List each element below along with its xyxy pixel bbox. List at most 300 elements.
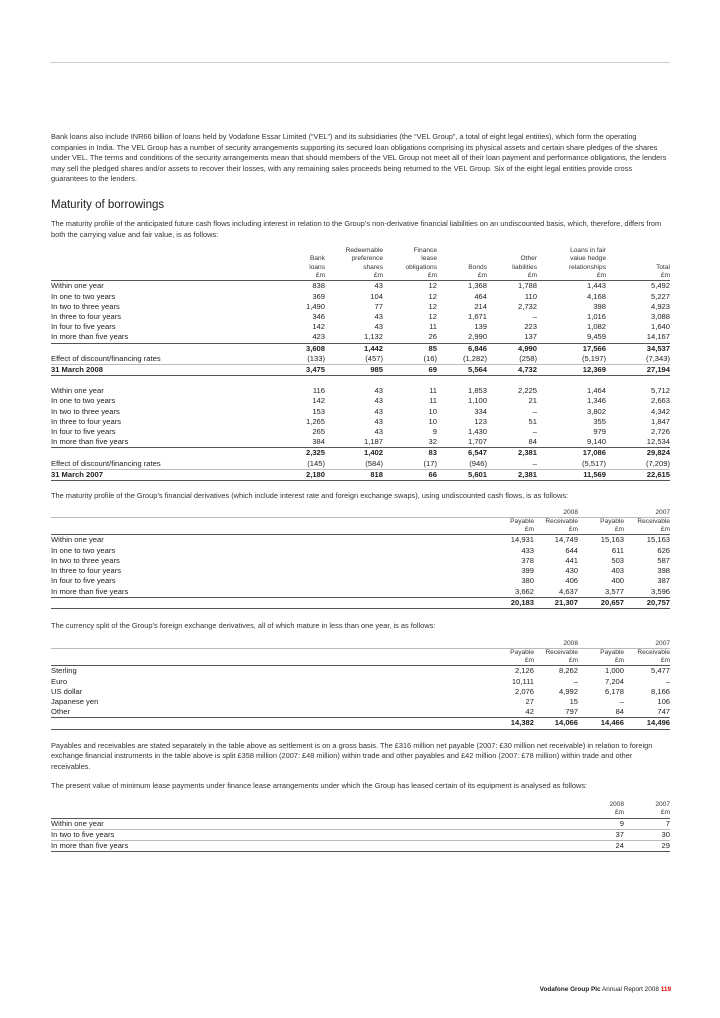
value-cell: 1,464: [586, 386, 606, 396]
column-header: Bonds: [468, 263, 487, 271]
value-cell: 4,923: [650, 301, 670, 311]
value-cell: 11: [429, 322, 437, 332]
value-cell: (16): [383, 354, 437, 365]
spacer-cell: [51, 376, 670, 387]
value-cell: 24: [578, 840, 624, 851]
row-label: [51, 597, 492, 608]
value-cell: 398: [593, 301, 606, 311]
column-header: Receivable: [545, 648, 579, 656]
year-header: 2008: [609, 800, 624, 808]
value-cell: –: [573, 676, 579, 686]
table-row: [51, 437, 670, 448]
header-row: [51, 247, 670, 272]
page-footer: [0, 986, 671, 993]
value-cell: 4,990: [487, 343, 537, 354]
derivatives-paragraph: The maturity profile of the Group’s financial derivatives (which include interest rate and foreign exchange swaps), using undiscounted cash flows, is as follows:: [51, 491, 569, 500]
value-cell: 5,492: [650, 281, 670, 291]
row-label: In three to four years: [51, 416, 122, 426]
value-cell: 4,637: [559, 586, 579, 596]
value-cell: 2,180: [289, 469, 325, 480]
value-cell: 14,382: [492, 718, 534, 729]
value-cell: 9,140: [586, 437, 606, 447]
column-header: Payable: [510, 648, 534, 656]
value-cell: 1,788: [517, 281, 537, 291]
derivatives-table: [51, 509, 670, 609]
value-cell: 2,663: [650, 396, 670, 406]
value-cell: 14,749: [554, 535, 579, 545]
row-label: In three to four years: [51, 311, 122, 321]
table-row: [51, 332, 670, 343]
value-cell: –: [619, 697, 625, 706]
value-cell: 43: [374, 396, 383, 406]
column-header: Other liabilities: [512, 255, 537, 271]
value-cell: 838: [312, 281, 325, 291]
value-cell: 398: [657, 566, 671, 576]
value-cell: 5,477: [651, 666, 671, 676]
value-cell: 14,931: [510, 535, 534, 545]
value-cell: 29: [624, 840, 670, 851]
table-row: [51, 396, 670, 406]
value-cell: 223: [524, 322, 537, 332]
value-cell: 1,671: [467, 311, 487, 321]
value-cell: 5,564: [437, 364, 487, 375]
value-cell: 355: [593, 416, 606, 426]
value-cell: 1,490: [305, 301, 325, 311]
unit-label: £m: [578, 526, 624, 535]
unit-label: £m: [537, 272, 606, 281]
total-row: [51, 718, 670, 729]
value-cell: 2,732: [517, 301, 537, 311]
table-row: [51, 818, 670, 829]
value-cell: 43: [374, 426, 383, 436]
row-label: [51, 343, 289, 354]
value-cell: 2,726: [650, 426, 670, 436]
value-cell: 26: [428, 332, 437, 342]
unit-row: [51, 272, 670, 281]
value-cell: 2,381: [487, 469, 537, 480]
unit-label: £m: [606, 272, 670, 281]
value-cell: –: [665, 676, 671, 686]
row-label: Within one year: [51, 281, 104, 291]
column-header: Payable: [600, 648, 625, 656]
value-cell: 10: [428, 406, 437, 416]
unit-label: £m: [534, 526, 578, 535]
header-spacer: [51, 648, 492, 657]
row-label: In more than five years: [51, 437, 129, 447]
value-cell: 84: [528, 437, 537, 447]
value-cell: –: [532, 406, 537, 416]
value-cell: 85: [383, 343, 437, 354]
table-row: [51, 292, 670, 302]
unit-label: £m: [325, 272, 383, 281]
unit-label: £m: [289, 272, 325, 281]
value-cell: 14,167: [646, 332, 670, 342]
row-label: 31 March 2008: [51, 364, 289, 375]
value-cell: 11: [429, 386, 437, 396]
subtotal-row: [51, 448, 670, 459]
row-label: Within one year: [51, 535, 104, 545]
table-row: [51, 312, 670, 322]
table-row: [51, 535, 670, 546]
value-cell: 1,847: [650, 416, 670, 426]
page-number: 119: [660, 986, 671, 993]
value-cell: 1,000: [605, 666, 625, 676]
table-row: [51, 386, 670, 396]
value-cell: 30: [624, 829, 670, 840]
year-row: [51, 509, 670, 518]
currency-table: [51, 640, 670, 730]
value-cell: 2,225: [517, 386, 537, 396]
value-cell: 37: [578, 829, 624, 840]
value-cell: 3,802: [586, 406, 606, 416]
maturity-paragraph: The maturity profile of the anticipated future cash flows including interest in relation to the Group’s non-derivative financial liabilities on an undiscounted basis, which, therefore, differs from both the carrying value and fair value, is as follows:: [51, 218, 662, 239]
value-cell: 12,369: [537, 364, 606, 375]
value-cell: 406: [565, 576, 579, 586]
row-label: Effect of discount/financing rates: [51, 459, 289, 470]
value-cell: 9: [578, 818, 624, 829]
spacer-row: [51, 376, 670, 387]
value-cell: 84: [615, 707, 625, 717]
value-cell: 34,537: [606, 343, 670, 354]
row-label: 31 March 2007: [51, 469, 289, 480]
value-cell: 43: [374, 322, 383, 332]
value-cell: (258): [487, 354, 537, 365]
column-header: Loans in fair value hedge relationships: [568, 247, 606, 271]
intro-paragraph: Bank loans also include INR66 billion of loans held by Vodafone Essar Limited (“VEL”) and its subsidiaries (the “VEL Group”, a total of eight legal entities), which form the operating companies in India. The VEL Group has a number of security arrangements supporting its secured loan obligations comprising its physical assets and certain share pledges of the shares under VEL. The terms and conditions of the security arrangements mean that should members of the VEL Group not meet all of their loan payment and performance obligations, the lenders may sell the pledged shares and/or assets to recover their losses, with any remaining sales proceeds being returned to the VEL Group. Six of the eight legal entities provide cross guarantees to the lenders.: [51, 132, 667, 184]
unit-label: £m: [534, 657, 578, 666]
value-cell: 9: [432, 426, 437, 436]
unit-label: £m: [492, 526, 534, 535]
total-row: [51, 364, 670, 375]
value-cell: (5,197): [537, 354, 606, 365]
year-spacer: [51, 801, 578, 809]
value-cell: 399: [521, 566, 534, 576]
value-cell: 15: [569, 697, 579, 706]
value-cell: (7,343): [606, 354, 670, 365]
value-cell: 3,577: [605, 586, 625, 596]
value-cell: 423: [312, 332, 325, 342]
row-label: Within one year: [51, 386, 104, 396]
unit-label: £m: [437, 272, 487, 281]
value-cell: 20,657: [578, 597, 624, 608]
unit-spacer: [51, 526, 492, 535]
value-cell: 5,712: [650, 386, 670, 396]
value-cell: 142: [312, 396, 325, 406]
total-row: [51, 469, 670, 480]
value-cell: 43: [374, 311, 383, 321]
value-cell: 6,846: [437, 343, 487, 354]
value-cell: 797: [565, 707, 579, 717]
row-label: In two to five years: [51, 829, 578, 840]
value-cell: 378: [521, 555, 534, 565]
value-cell: 12: [428, 281, 437, 291]
row-label: Other: [51, 707, 70, 717]
row-label: Effect of discount/financing rates: [51, 354, 289, 365]
value-cell: (17): [383, 459, 437, 470]
value-cell: 69: [383, 364, 437, 375]
row-label: Within one year: [51, 818, 578, 829]
value-cell: 1,443: [586, 281, 606, 291]
value-cell: 384: [312, 437, 325, 447]
value-cell: 1,082: [586, 322, 606, 332]
value-cell: 42: [525, 707, 534, 717]
column-header: Receivable: [637, 648, 671, 656]
table-row: [51, 546, 670, 556]
value-cell: 400: [611, 576, 625, 586]
value-cell: (946): [437, 459, 487, 470]
value-cell: 818: [325, 469, 383, 480]
header-spacer: [51, 517, 492, 526]
discount-row: [51, 459, 670, 470]
value-cell: (145): [289, 459, 325, 470]
value-cell: 6,547: [437, 448, 487, 459]
value-cell: 1,442: [325, 343, 383, 354]
unit-label: £m: [624, 657, 670, 666]
value-cell: –: [532, 311, 537, 321]
value-cell: 104: [370, 291, 383, 301]
row-label: In one to two years: [51, 545, 116, 555]
unit-row: [51, 657, 670, 666]
value-cell: 7,204: [605, 676, 625, 686]
unit-label: £m: [578, 809, 624, 818]
footer-report: Annual Report 2008: [602, 986, 659, 993]
column-header: Bank loans: [309, 255, 325, 271]
table-row: [51, 666, 670, 677]
value-cell: 1,853: [467, 386, 487, 396]
column-header: Receivable: [637, 517, 671, 525]
table-row: [51, 587, 670, 598]
value-cell: 1,430: [467, 426, 487, 436]
value-cell: 43: [374, 416, 383, 426]
column-header: Payable: [600, 517, 625, 525]
column-header: Payable: [510, 517, 534, 525]
value-cell: 346: [312, 311, 325, 321]
value-cell: 464: [474, 291, 487, 301]
row-label: In two to three years: [51, 301, 120, 311]
value-cell: 626: [657, 545, 671, 555]
table-row: [51, 677, 670, 687]
value-cell: 12: [428, 301, 437, 311]
value-cell: 433: [521, 545, 534, 555]
value-cell: 380: [521, 576, 534, 586]
row-label: US dollar: [51, 686, 83, 696]
total-row: [51, 597, 670, 608]
value-cell: 4,992: [559, 686, 579, 696]
value-cell: 5,227: [650, 291, 670, 301]
row-label: In two to three years: [51, 406, 120, 416]
value-cell: (1,282): [437, 354, 487, 365]
value-cell: 1,402: [325, 448, 383, 459]
table-row: [51, 687, 670, 697]
year-spacer: [51, 509, 492, 518]
value-cell: 20,183: [492, 597, 534, 608]
value-cell: 403: [611, 566, 625, 576]
value-cell: 2,325: [289, 448, 325, 459]
column-header: Receivable: [545, 517, 579, 525]
value-cell: 9,459: [586, 332, 606, 342]
value-cell: 153: [312, 406, 325, 416]
value-cell: 7: [624, 818, 670, 829]
unit-label: £m: [624, 809, 670, 818]
value-cell: 747: [657, 707, 671, 717]
table-row: [51, 417, 670, 427]
value-cell: 4,342: [650, 406, 670, 416]
year-header: 2007: [578, 509, 670, 518]
unit-label: £m: [487, 272, 537, 281]
value-cell: 1,640: [650, 322, 670, 332]
value-cell: 1,265: [305, 416, 325, 426]
year-row: [51, 801, 670, 809]
value-cell: (457): [325, 354, 383, 365]
year-header: 2008: [492, 509, 578, 518]
currency-paragraph: The currency split of the Group’s foreign exchange derivatives, all of which mature in less than one year, is as follows:: [51, 620, 436, 630]
table-row: [51, 840, 670, 851]
row-label: In more than five years: [51, 586, 129, 596]
value-cell: 265: [312, 426, 325, 436]
table-row: [51, 566, 670, 576]
row-label: Japanese yen: [51, 697, 99, 706]
table-row: [51, 556, 670, 566]
value-cell: 369: [312, 291, 325, 301]
year-header: 2007: [578, 640, 670, 649]
value-cell: 3,088: [650, 311, 670, 321]
lease-paragraph: The present value of minimum lease payments under finance lease arrangements under which the Group has leased certain of its equipment is analysed as follows:: [51, 781, 588, 791]
table-row: [51, 576, 670, 586]
unit-label: £m: [383, 272, 437, 281]
value-cell: 22,615: [606, 469, 670, 480]
footer-company: Vodafone Group Plc: [539, 986, 601, 993]
value-cell: 12: [428, 311, 437, 321]
value-cell: 142: [312, 322, 325, 332]
value-cell: 51: [528, 416, 537, 426]
value-cell: 503: [611, 555, 625, 565]
table-row: [51, 707, 670, 718]
header-spacer: [51, 247, 289, 272]
value-cell: 123: [474, 416, 487, 426]
value-cell: 116: [312, 386, 325, 396]
value-cell: 985: [325, 364, 383, 375]
unit-spacer: [51, 657, 492, 666]
value-cell: 12,534: [646, 437, 670, 447]
value-cell: 32: [428, 437, 437, 447]
value-cell: 11: [429, 396, 437, 406]
value-cell: 14,466: [578, 718, 624, 729]
header-row: [51, 517, 670, 526]
value-cell: 1,100: [467, 396, 487, 406]
value-cell: 15,163: [646, 535, 671, 545]
value-cell: 3,608: [289, 343, 325, 354]
table-row: [51, 407, 670, 417]
value-cell: 10: [428, 416, 437, 426]
value-cell: (584): [325, 459, 383, 470]
value-cell: 27: [525, 697, 534, 706]
value-cell: 6,178: [605, 686, 625, 696]
year-header: 2008: [492, 640, 578, 649]
row-label: [51, 448, 289, 459]
value-cell: 106: [657, 697, 671, 706]
value-cell: 1,368: [467, 281, 487, 291]
value-cell: 387: [657, 576, 671, 586]
table-row: [51, 302, 670, 312]
value-cell: 430: [565, 566, 579, 576]
value-cell: 4,168: [586, 291, 606, 301]
table-row: [51, 427, 670, 437]
year-header: 2007: [655, 800, 670, 808]
value-cell: 43: [374, 281, 383, 291]
value-cell: 4,732: [487, 364, 537, 375]
table-row: [51, 281, 670, 292]
unit-spacer: [51, 272, 289, 281]
year-spacer: [51, 640, 492, 649]
value-cell: –: [487, 459, 537, 470]
header-row: [51, 648, 670, 657]
value-cell: 21,307: [534, 597, 578, 608]
value-cell: 17,086: [537, 448, 606, 459]
value-cell: 5,601: [437, 469, 487, 480]
year-row: [51, 640, 670, 649]
value-cell: 3,475: [289, 364, 325, 375]
row-label: Sterling: [51, 666, 77, 676]
row-label: In four to five years: [51, 576, 116, 586]
value-cell: 43: [374, 406, 383, 416]
table-row: [51, 697, 670, 707]
row-label: In more than five years: [51, 840, 578, 851]
value-cell: 27,194: [606, 364, 670, 375]
value-cell: 644: [565, 545, 579, 555]
value-cell: (5,517): [537, 459, 606, 470]
value-cell: 8,166: [651, 686, 671, 696]
value-cell: 11,569: [537, 469, 606, 480]
value-cell: 29,824: [606, 448, 670, 459]
value-cell: 611: [611, 545, 625, 555]
value-cell: 83: [383, 448, 437, 459]
column-header: Finance lease obligations: [405, 247, 437, 271]
value-cell: 1,187: [363, 437, 383, 447]
value-cell: 14,496: [624, 718, 670, 729]
row-label: In one to two years: [51, 291, 116, 301]
value-cell: 2,990: [467, 332, 487, 342]
value-cell: 12: [428, 291, 437, 301]
column-header: Redeemable preference shares: [345, 247, 383, 271]
row-label: In four to five years: [51, 322, 116, 332]
value-cell: 2,381: [487, 448, 537, 459]
value-cell: 10,111: [511, 676, 534, 686]
table-row: [51, 322, 670, 332]
value-cell: 66: [383, 469, 437, 480]
value-cell: 587: [657, 555, 671, 565]
row-label: [51, 718, 492, 729]
discount-row: [51, 354, 670, 365]
row-label: In two to three years: [51, 555, 120, 565]
unit-label: £m: [624, 526, 670, 535]
value-cell: 139: [474, 322, 487, 332]
value-cell: 77: [374, 301, 383, 311]
value-cell: 441: [565, 555, 579, 565]
value-cell: 43: [374, 386, 383, 396]
unit-label: £m: [578, 657, 624, 666]
value-cell: 2,126: [514, 666, 534, 676]
value-cell: 979: [593, 426, 606, 436]
value-cell: 14,066: [534, 718, 578, 729]
value-cell: 110: [524, 291, 537, 301]
top-rule: [50, 62, 670, 63]
value-cell: 20,757: [624, 597, 670, 608]
value-cell: 1,346: [586, 396, 606, 406]
value-cell: (133): [289, 354, 325, 365]
row-label: Euro: [51, 676, 68, 686]
value-cell: 1,016: [586, 311, 606, 321]
row-label: In three to four years: [51, 566, 122, 576]
